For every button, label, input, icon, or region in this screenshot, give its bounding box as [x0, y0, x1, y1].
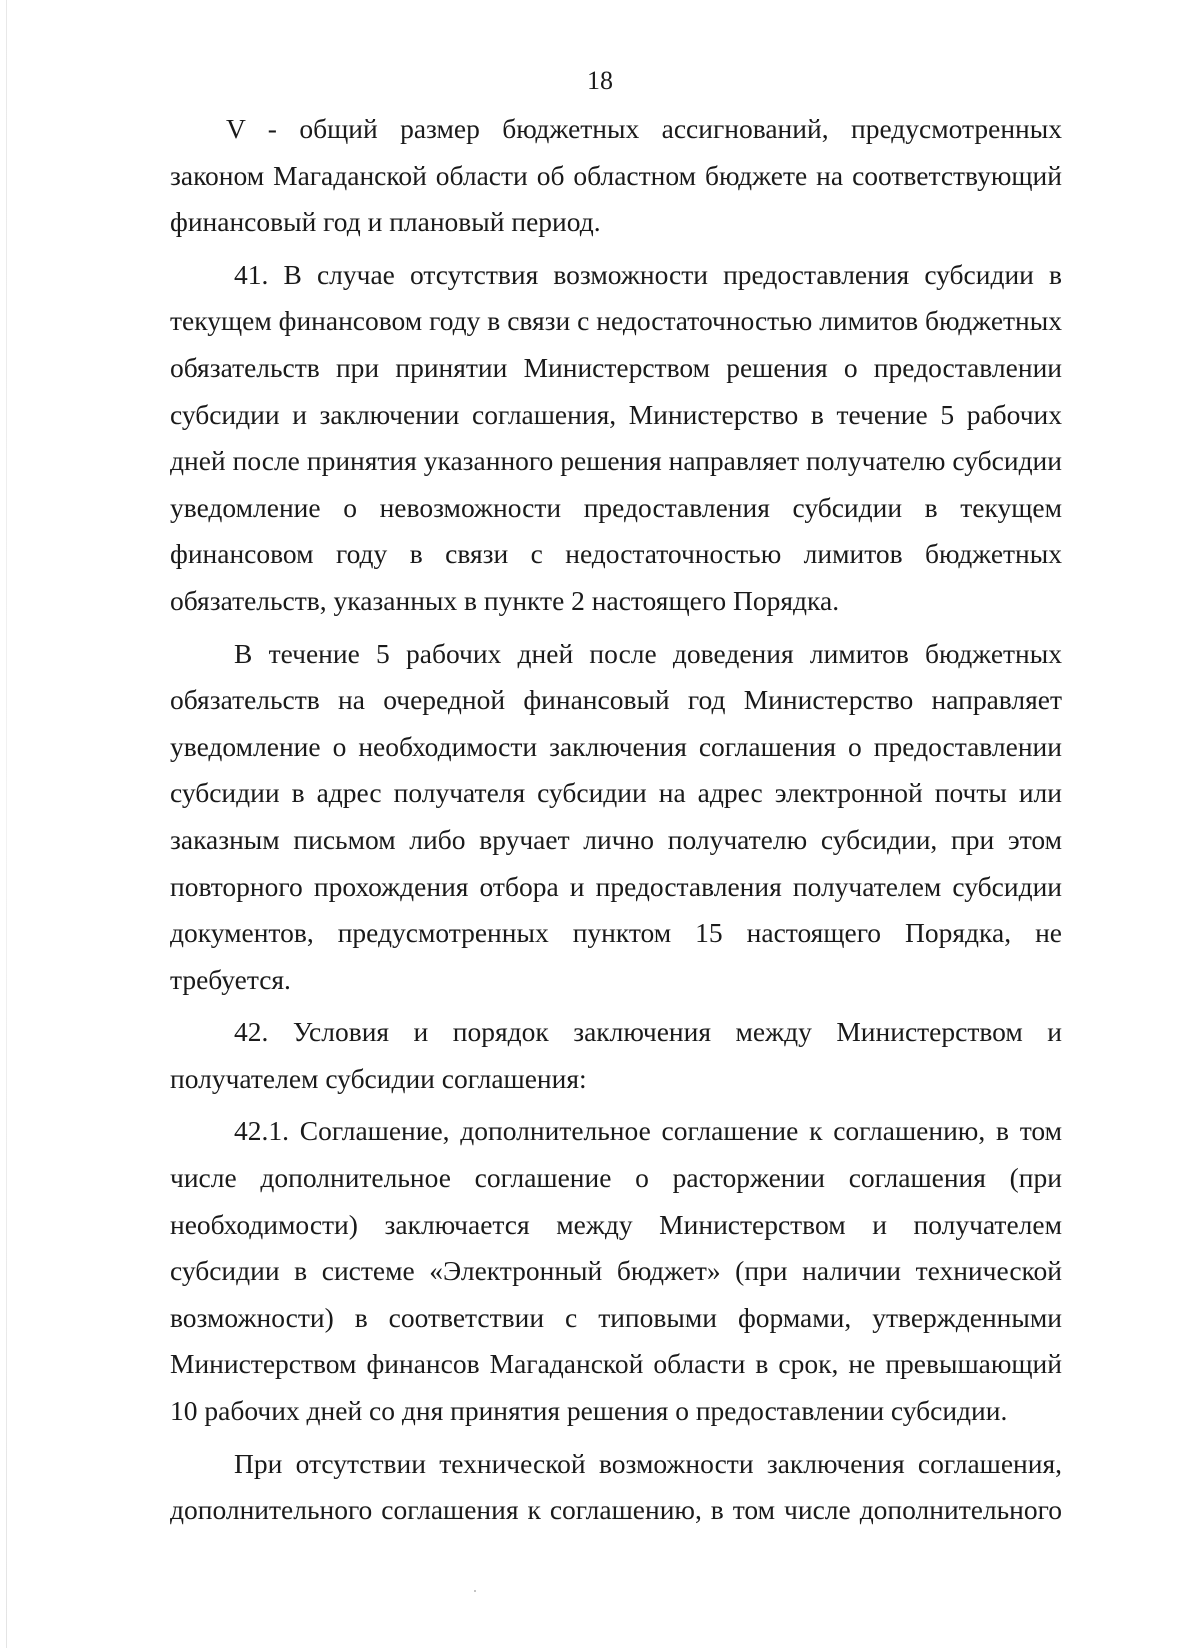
paragraph-41-continued: В течение 5 рабочих дней после доведения лимитов бюджетных обязательств на очередной финансовый год Министерство направляет уведомление о необходимости заключения соглашения о предоставлении субсидии в адрес получателя субсидии на адрес электронной почты или заказным письмом либо вручает лично получателю субсидии, при этом повторного прохождения отбора и предоставления получателем субсидии документов, предусмотренных пунктом 15 настоящего Порядка, не требуется.: [170, 637, 1062, 995]
paragraph-42-1: 42.1. Соглашение, дополнительное соглашение к соглашению, в том числе дополнительное соглашение о расторжении соглашения (при необходимости) заключается между Министерством и получателем субсидии в системе «Электронный бюджет» (при наличии технической возможности) в соответствии с типовыми формами, утвержденными Министерством финансов Магаданской области в срок, не превышающий 10 рабочих дней со дня принятия решения о предоставлении субсидии.: [170, 1115, 1062, 1427]
document-body: [170, 106, 1062, 1534]
paragraph-41: 41. В случае отсутствия возможности предоставления субсидии в текущем финансовом году в связи с недостаточностью лимитов бюджетных обязательств при принятии Министерством решения о предоставлении субсидии и заключении соглашения, Министерство в течение 5 рабочих дней после принятия указанного решения направляет получателю субсидии уведомление о невозможности предоставления субсидии в текущем финансовом году в связи с недостаточностью лимитов бюджетных обязательств, указанных в пункте 2 настоящего Порядка.: [170, 258, 1062, 616]
paragraph-42-1-continued: При отсутствии технической возможности заключения соглашения, дополнительного соглашения к соглашению, в том числе дополнительного: [170, 1447, 1062, 1526]
paragraph-v-definition: V - общий размер бюджетных ассигнований, предусмотренных законом Магаданской области об областном бюджете на соответствующий финансовый год и плановый период.: [170, 113, 1062, 238]
paragraph-42: 42. Условия и порядок заключения между Министерством и получателем субсидии соглашения:: [170, 1016, 1062, 1094]
scan-edge-line: [6, 0, 7, 1648]
page-number: 18: [587, 66, 613, 95]
scan-speck: [474, 1590, 476, 1592]
